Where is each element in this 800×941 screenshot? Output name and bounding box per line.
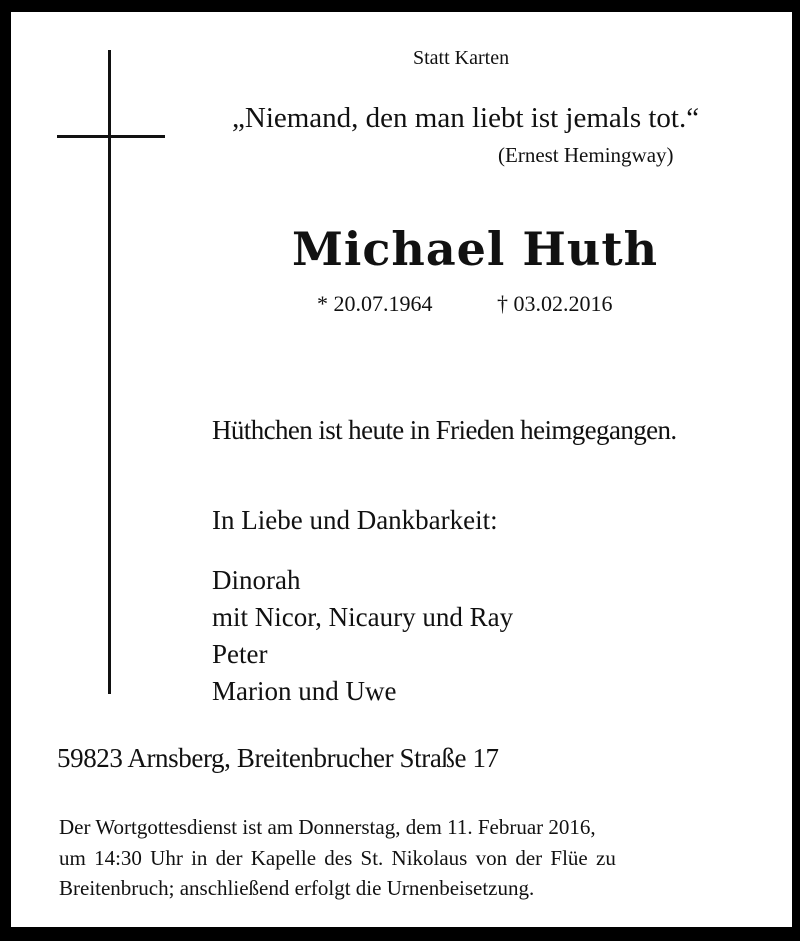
service-line: Breitenbruch; anschließend erfolgt die Urnenbeisetzung. — [59, 876, 535, 900]
header-text: Statt Karten — [413, 47, 510, 69]
mourner: Peter — [212, 639, 268, 669]
mourner: mit Nicor, Nicaury und Ray — [212, 602, 514, 632]
mourner: Dinorah — [212, 565, 301, 595]
gratitude: In Liebe und Dankbarkeit: — [212, 505, 498, 535]
death-date: † 03.02.2016 — [497, 291, 613, 316]
address: 59823 Arnsberg, Breitenbrucher Straße 17 — [57, 743, 499, 773]
service-line: um 14:30 Uhr in der Kapelle des St. Nikolaus von der Flüe zu — [59, 846, 616, 870]
mourner: Marion und Uwe — [212, 676, 397, 706]
quote-author: (Ernest Hemingway) — [498, 143, 674, 167]
cross-icon-bar — [57, 135, 165, 138]
cross-icon — [108, 50, 111, 694]
deceased-name: Michael Huth — [292, 222, 659, 276]
quote: „Niemand, den man liebt ist jemals tot.“ — [232, 102, 700, 134]
service-line: Der Wortgottesdienst ist am Donnerstag, dem 11. Februar 2016, — [59, 815, 596, 839]
obituary-card — [11, 12, 792, 927]
message: Hüthchen ist heute in Frieden heimgegangen. — [212, 415, 677, 445]
birth-date: * 20.07.1964 — [317, 291, 433, 316]
